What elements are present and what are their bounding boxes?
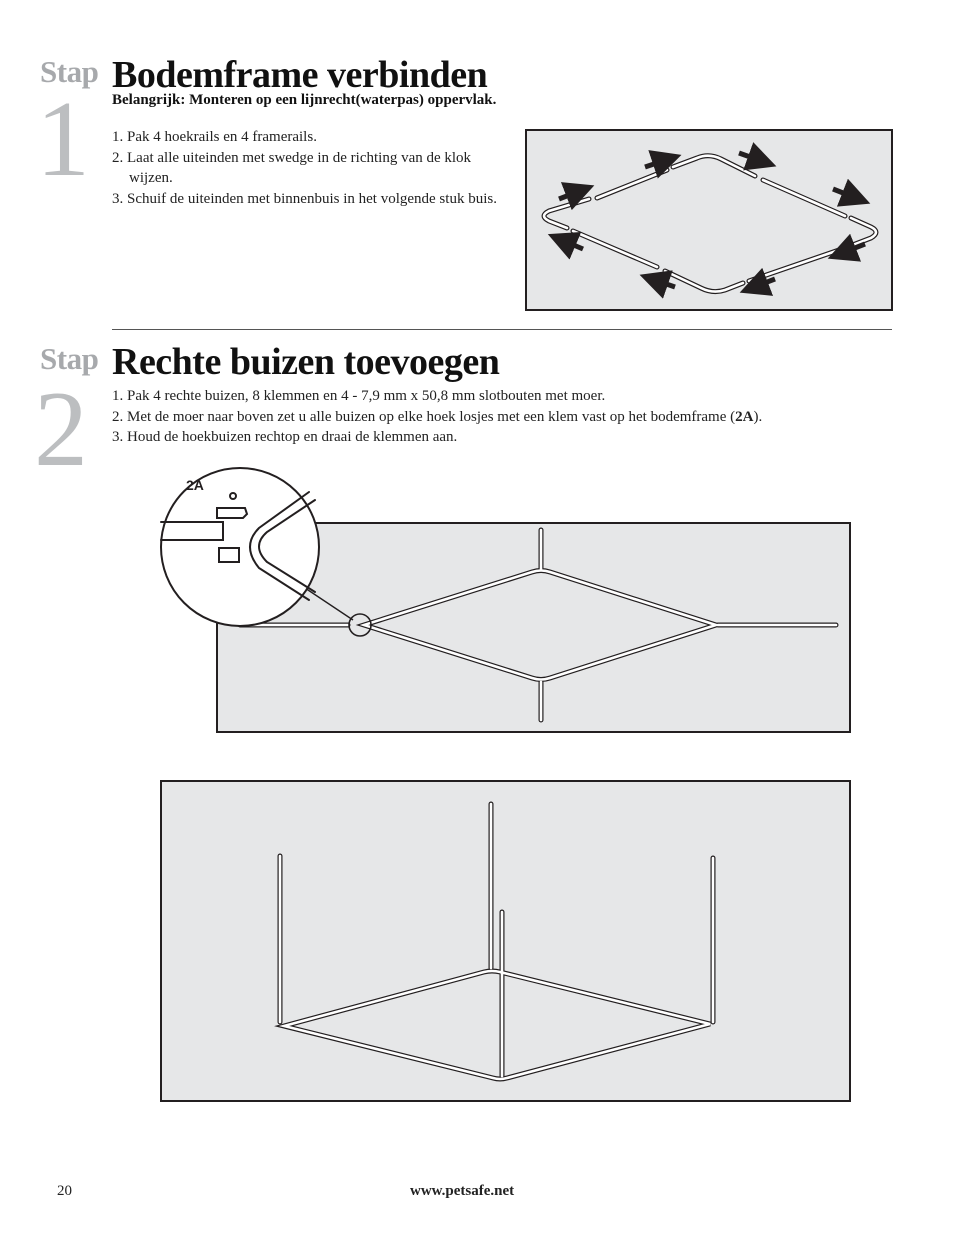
direction-arrow	[833, 189, 861, 200]
frame-assembly-illustration	[527, 131, 891, 309]
direction-arrow	[649, 278, 675, 287]
section-divider	[112, 329, 892, 330]
direction-arrow	[559, 189, 585, 199]
step1-instructions	[112, 127, 504, 209]
detail-2a-label: 2A	[186, 477, 204, 493]
uprights-perspective-figure	[160, 780, 851, 1102]
step1-subtitle: Belangrijk: Monteren op een lijnrecht(waterpas) oppervlak.	[112, 92, 497, 108]
step1-instruction: 3. Schuif de uiteinden met binnenbuis in het volgende stuk buis.	[112, 190, 497, 207]
step1-instruction: 2. Laat alle uiteinden met swedge in de richting van de klok wijzen.	[112, 149, 472, 186]
step2-title: Rechte buizen toevoegen	[112, 341, 500, 383]
step2-label: Stap	[40, 341, 99, 376]
step2-instructions	[112, 386, 902, 448]
step1-number: 1	[36, 80, 90, 199]
step1-title: Bodemframe verbinden	[112, 54, 488, 96]
uprights-perspective-illustration	[162, 782, 849, 1100]
step1-instruction: 1. Pak 4 hoekrails en 4 framerails.	[112, 129, 317, 145]
step2-number: 2	[34, 370, 88, 489]
detail-2a-magnifier	[159, 466, 325, 632]
direction-arrow	[739, 153, 767, 163]
direction-arrow	[645, 158, 672, 167]
step2-instruction: 3. Houd de hoekbuizen rechtop en draai de klemmen aan.	[112, 429, 458, 445]
step1-label: Stap	[40, 54, 99, 89]
step2-instruction: 2. Met de moer naar boven zet u alle buizen op elke hoek losjes met een klem vast op het bodemframe (2A).	[112, 408, 763, 425]
website-url: www.petsafe.net	[410, 1183, 515, 1199]
frame-assembly-figure	[525, 129, 893, 311]
step2-instruction: 1. Pak 4 rechte buizen, 8 klemmen en 4 - 7,9 mm x 50,8 mm slotbouten met moer.	[112, 388, 606, 404]
page-number: 20	[57, 1183, 72, 1199]
direction-arrow	[557, 238, 583, 249]
